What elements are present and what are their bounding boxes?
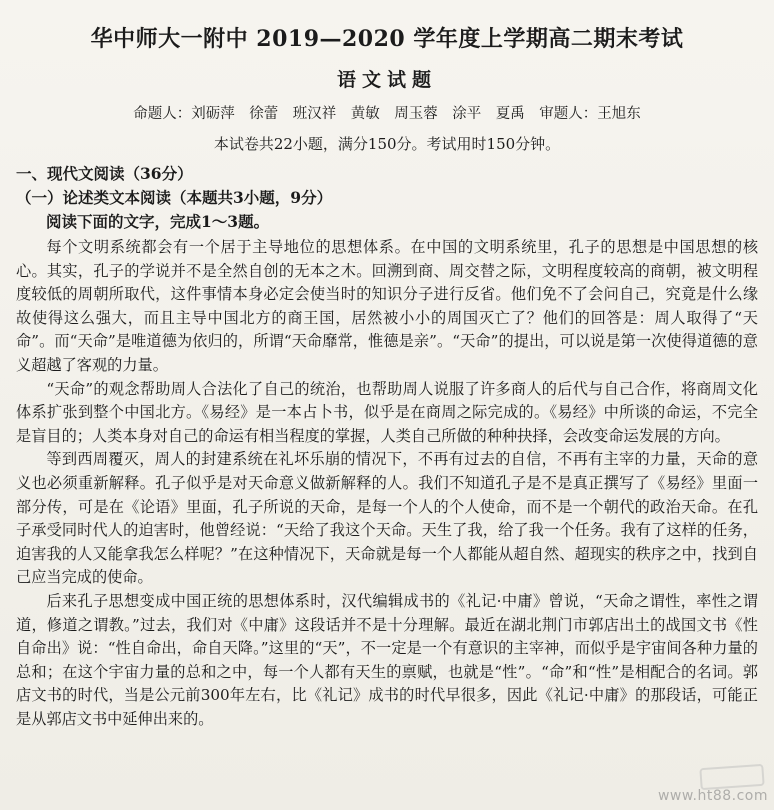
passage-paragraph-4: 后来孔子思想变成中国正统的思想体系时，汉代编辑成书的《礼记·中庸》曾说，“天命之谓性，率性之谓道，修道之谓教。”过去，我们对《中庸》这段话并不是十分理解。最近在湖北荆门市郭店出土的战国文书《性自命出》说：“性自命出，命自天降。”这里的“天”，不一定是一个有意识的主宰神，而似乎是宇宙间各种力量的总和；在这个宇宙力量的总和之中，每一个人都有天生的禀赋，也就是“性”。“命”和“性”是相配合的名词。郭店文书的时代，当是公元前300年左右，比《礼记》成书的时代早很多，因此《礼记·中庸》的那段话，可能正是从郭店文书中延伸出来的。 [16, 591, 758, 728]
watermark-logo-icon [699, 764, 764, 790]
passage-paragraph-3: 等到西周覆灭，周人的封建系统在礼坏乐崩的情况下，不再有过去的自信，不再有主宰的力量，天命的意义也必须重新解释。孔子似乎是对天命意义做新解释的人。我们不知道孔子是不是真正撰写了《易经》里面一部分传，可是在《论语》里面，孔子所说的天命，是每一个人的个人使命，而不是一个朝代的政治天命。在孔子承受同时代人的迫害时，他曾经说：“天给了我这个天命。天生了我，给了我一个任务。我有了这样的任务，迫害我的人又能拿我怎么样呢？”在这种情况下，天命就是每一个人都能从超自然、超现实的秩序之中，找到自己应当完成的使命。 [16, 450, 758, 587]
subsection-1-heading: （一）论述类文本阅读（本题共3小题，9分） [16, 188, 333, 207]
reading-instruction: 阅读下面的文字，完成1～3题。 [46, 212, 270, 231]
passage-paragraph-1: 每个文明系统都会有一个居于主导地位的思想体系。在中国的文明系统里，孔子的思想是中国思想的核心。其实，孔子的学说并不是全然自创的无本之木。回溯到商、周交替之际，文明程度较高的商朝，被文明程度较低的周朝所取代，这件事情本身必定会使当时的知识分子进行反省。他们免不了会问自己，究竟是什么缘故使得这么强大，而且主导中国北方的商王国，居然被小小的周国灭亡了？他们的回答是：周人取得了“天命”。而“天命”是唯道德为依归的，所谓“天命靡常，惟德是亲”。“天命”的提出，可以说是第一次使得道德的意义超越了客观的力量。 [16, 238, 758, 374]
exam-subtitle: 语文试题 [336, 69, 437, 91]
exam-title: 华中师大一附中 2019—2020 学年度上学期高二期末考试 [90, 26, 684, 52]
authors-line: 命题人：刘砺萍 徐蕾 班汉祥 黄敏 周玉蓉 涂平 夏禹 审题人：王旭东 [133, 106, 641, 122]
exam-info: 本试卷共22小题，满分150分。考试用时150分钟。 [213, 135, 561, 153]
section-1-heading: 一、现代文阅读（36分） [16, 164, 193, 183]
passage-paragraph-2: “天命”的观念帮助周人合法化了自己的统治，也帮助周人说服了许多商人的后代与自己合作，将商周文化体系扩张到整个中国北方。《易经》是一本占卜书，似乎是在商周之际完成的。《易经》中所谈的命运，不完全是盲目的；人类本身对自己的命运有相当程度的掌握，人类自己所做的种种抉择，会改变命运发展的方向。 [16, 379, 758, 445]
watermark-text: www.ht88.com [657, 788, 768, 804]
